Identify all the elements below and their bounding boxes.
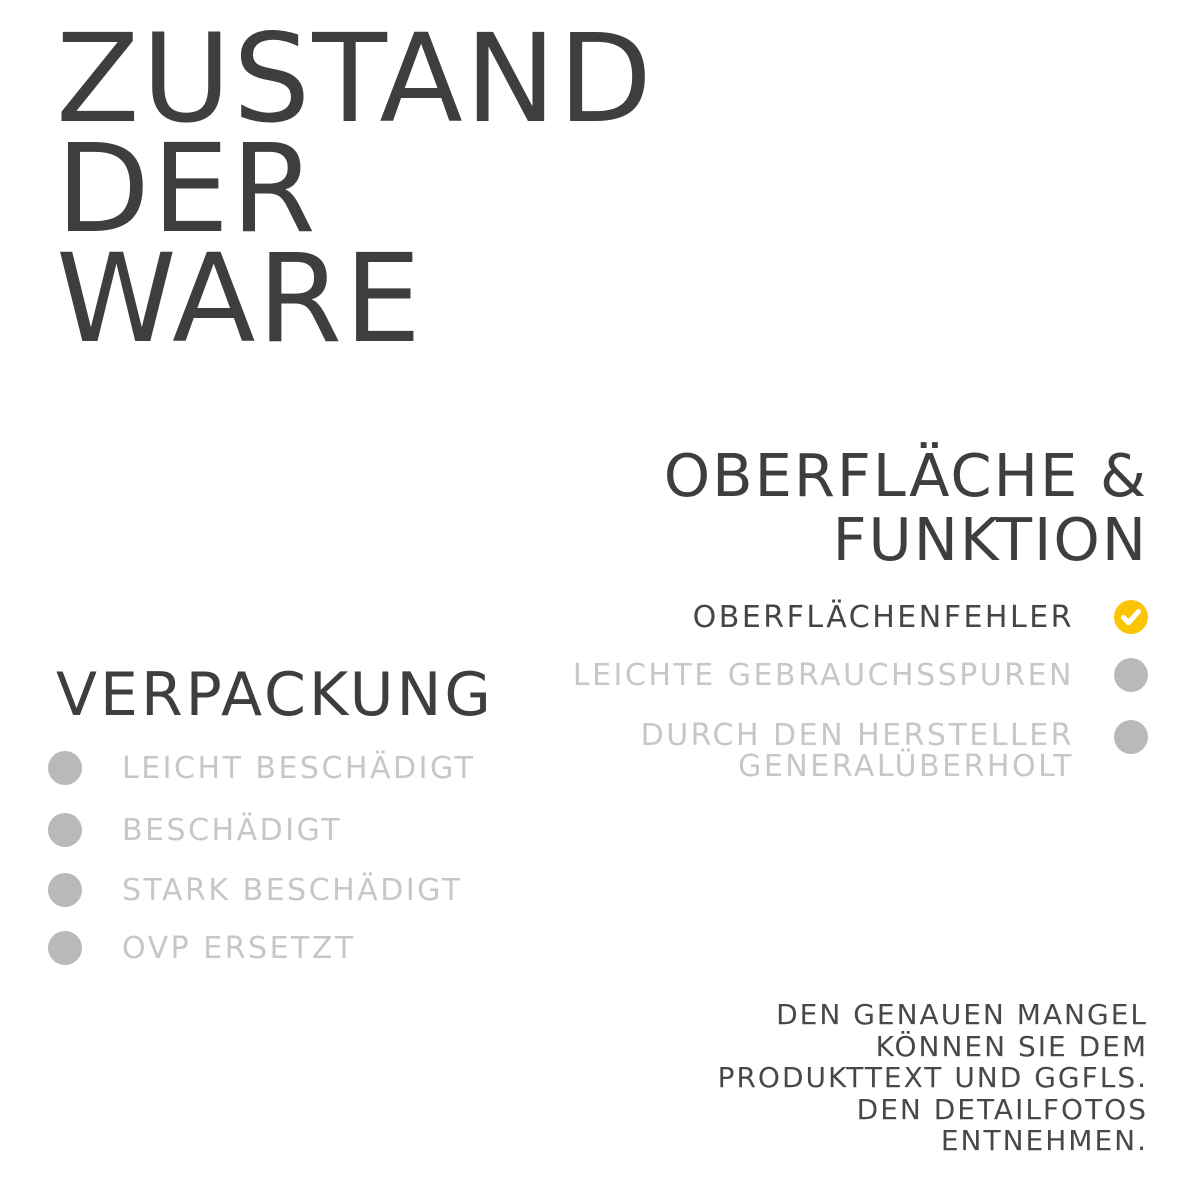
option-generalueberholt <box>641 720 1148 782</box>
surface-function-heading <box>663 441 1148 574</box>
unchecked-radio-indicator[interactable] <box>1114 658 1148 692</box>
surface-function-heading-line-1: OBERFLÄCHE & <box>663 441 1148 510</box>
defect-details-note-line-2: KÖNNEN SIE DEM <box>875 1029 1148 1063</box>
surface-function-heading-line-2: FUNKTION <box>832 505 1148 574</box>
page-title-line-2: DER <box>56 118 318 260</box>
unchecked-radio-indicator[interactable] <box>48 873 82 907</box>
option-leichte-gebrauchsspuren-label: LEICHTE GEBRAUCHSSPUREN <box>572 657 1074 693</box>
option-oberflaechenfehler <box>693 600 1148 634</box>
option-leicht-beschaedigt-label: LEICHT BESCHÄDIGT <box>122 750 476 786</box>
option-stark-beschaedigt-label: STARK BESCHÄDIGT <box>122 872 463 908</box>
option-ovp-ersetzt-label: OVP ERSETZT <box>122 930 356 966</box>
option-beschaedigt-label: BESCHÄDIGT <box>122 812 343 848</box>
unchecked-radio-indicator[interactable] <box>48 931 82 965</box>
page-title-line-3: WARE <box>56 228 424 370</box>
defect-details-note-line-1: DEN GENAUEN MANGEL <box>776 998 1148 1031</box>
page-title-line-1: ZUSTAND <box>56 8 655 150</box>
defect-details-note <box>718 999 1148 1157</box>
check-icon <box>1114 600 1148 634</box>
option-oberflaechenfehler-label: OBERFLÄCHENFEHLER <box>692 599 1074 635</box>
option-leicht-beschaedigt <box>48 751 475 785</box>
unchecked-radio-indicator[interactable] <box>48 813 82 847</box>
defect-details-note-line-5: ENTNEHMEN. <box>940 1124 1148 1157</box>
defect-details-note-line-4: DEN DETAILFOTOS <box>856 1092 1148 1126</box>
defect-details-note-line-3: PRODUKTTEXT UND GGFLS. <box>717 1061 1148 1094</box>
option-generalueberholt-label-line-2: GENERALÜBERHOLT <box>738 749 1074 784</box>
option-ovp-ersetzt <box>48 931 356 965</box>
option-generalueberholt-label-line-1: DURCH DEN HERSTELLER <box>640 718 1074 753</box>
unchecked-radio-indicator[interactable] <box>1114 720 1148 754</box>
unchecked-radio-indicator[interactable] <box>48 751 82 785</box>
option-stark-beschaedigt <box>48 873 463 907</box>
packaging-heading: VERPACKUNG <box>56 660 494 730</box>
checked-radio-indicator[interactable] <box>1114 600 1148 634</box>
option-leichte-gebrauchsspuren <box>573 658 1148 692</box>
option-generalueberholt-label <box>641 720 1074 782</box>
option-beschaedigt <box>48 813 342 847</box>
page-title <box>56 8 655 370</box>
